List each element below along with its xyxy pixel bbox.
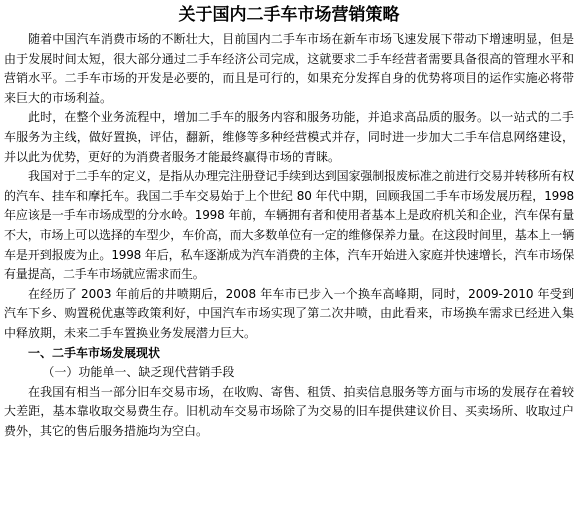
document-page	[4, 4, 574, 516]
paragraph-market-status: 在我国有相当一部分旧车交易市场，在收购、寄售、租赁、拍卖信息服务等方面与市场的发展存在着较大差距，基本靠收取交易费生存。旧机动车交易市场除了为交易的旧车提供建议价目、买卖场所、收取过户费外，其它的售后服务措施均为空白。	[4, 384, 574, 438]
document-title: 关于国内二手车市场营销策略	[178, 5, 400, 25]
paragraph-definition: 我国对于二手车的定义，是指从办理完注册登记手续到达到国家强制报废标准之前进行交易并转移所有权的汽车、挂车和摩托车。我国二手车交易始于上个世纪 80 年代中期，回顾我国二手车市场发展历程，1998 年应该是一手车市场成型的分水岭。1998 年前，车辆拥有者和使用者基本上是政府机关和企业，汽车保有量不大，市场上可以选择的车型少，车价高，而大多数单位有一定的维修保养力量。在这段时间里，基本上一辆车是开到报废为止。1998 年后，私车逐渐成为汽车消费的主体，汽车开始进入家庭并快速增长，汽车市场保有量提高，二手车市场就应需求而生。	[4, 169, 574, 282]
paragraph-trend: 在经历了 2003 年前后的井喷期后，2008 年车市已步入一个换车高峰期，同时，2009-2010 年受到汽车下乡、购置税优惠等政策利好，中国汽车市场实现了第二次井喷，由此看来，市场换车需求已经进入集中释放期，未来二手车置换业务发展潜力巨大。	[4, 286, 574, 340]
section-heading: 一、二手车市场发展现状	[28, 345, 161, 360]
paragraph-intro: 随着中国汽车消费市场的不断壮大，目前国内二手车市场在新车市场飞速发展下带动下增速明显，但是由于发展时间太短，很大部分通过二手车经济公司完成，这就要求二手车经营者需要具备很高的管理水平和营销水平。二手车市场的开发是必要的，而且是可行的，如果充分发挥自身的优势将项目的运作实施必将带来巨大的市场利益。	[4, 32, 574, 105]
subsection-heading: （一）功能单一、缺乏现代营销手段	[42, 365, 235, 380]
paragraph-service: 此时，在整个业务流程中，增加二手车的服务内容和服务功能，并追求高品质的服务。以一站式的二手车服务为主线，做好置换，评估，翻新，维修等多种经营模式并存，同时进一步加大二手车信息网络建设，并以此为优势，更好的为消费者服务才能最终赢得市场的青睐。	[4, 110, 574, 164]
